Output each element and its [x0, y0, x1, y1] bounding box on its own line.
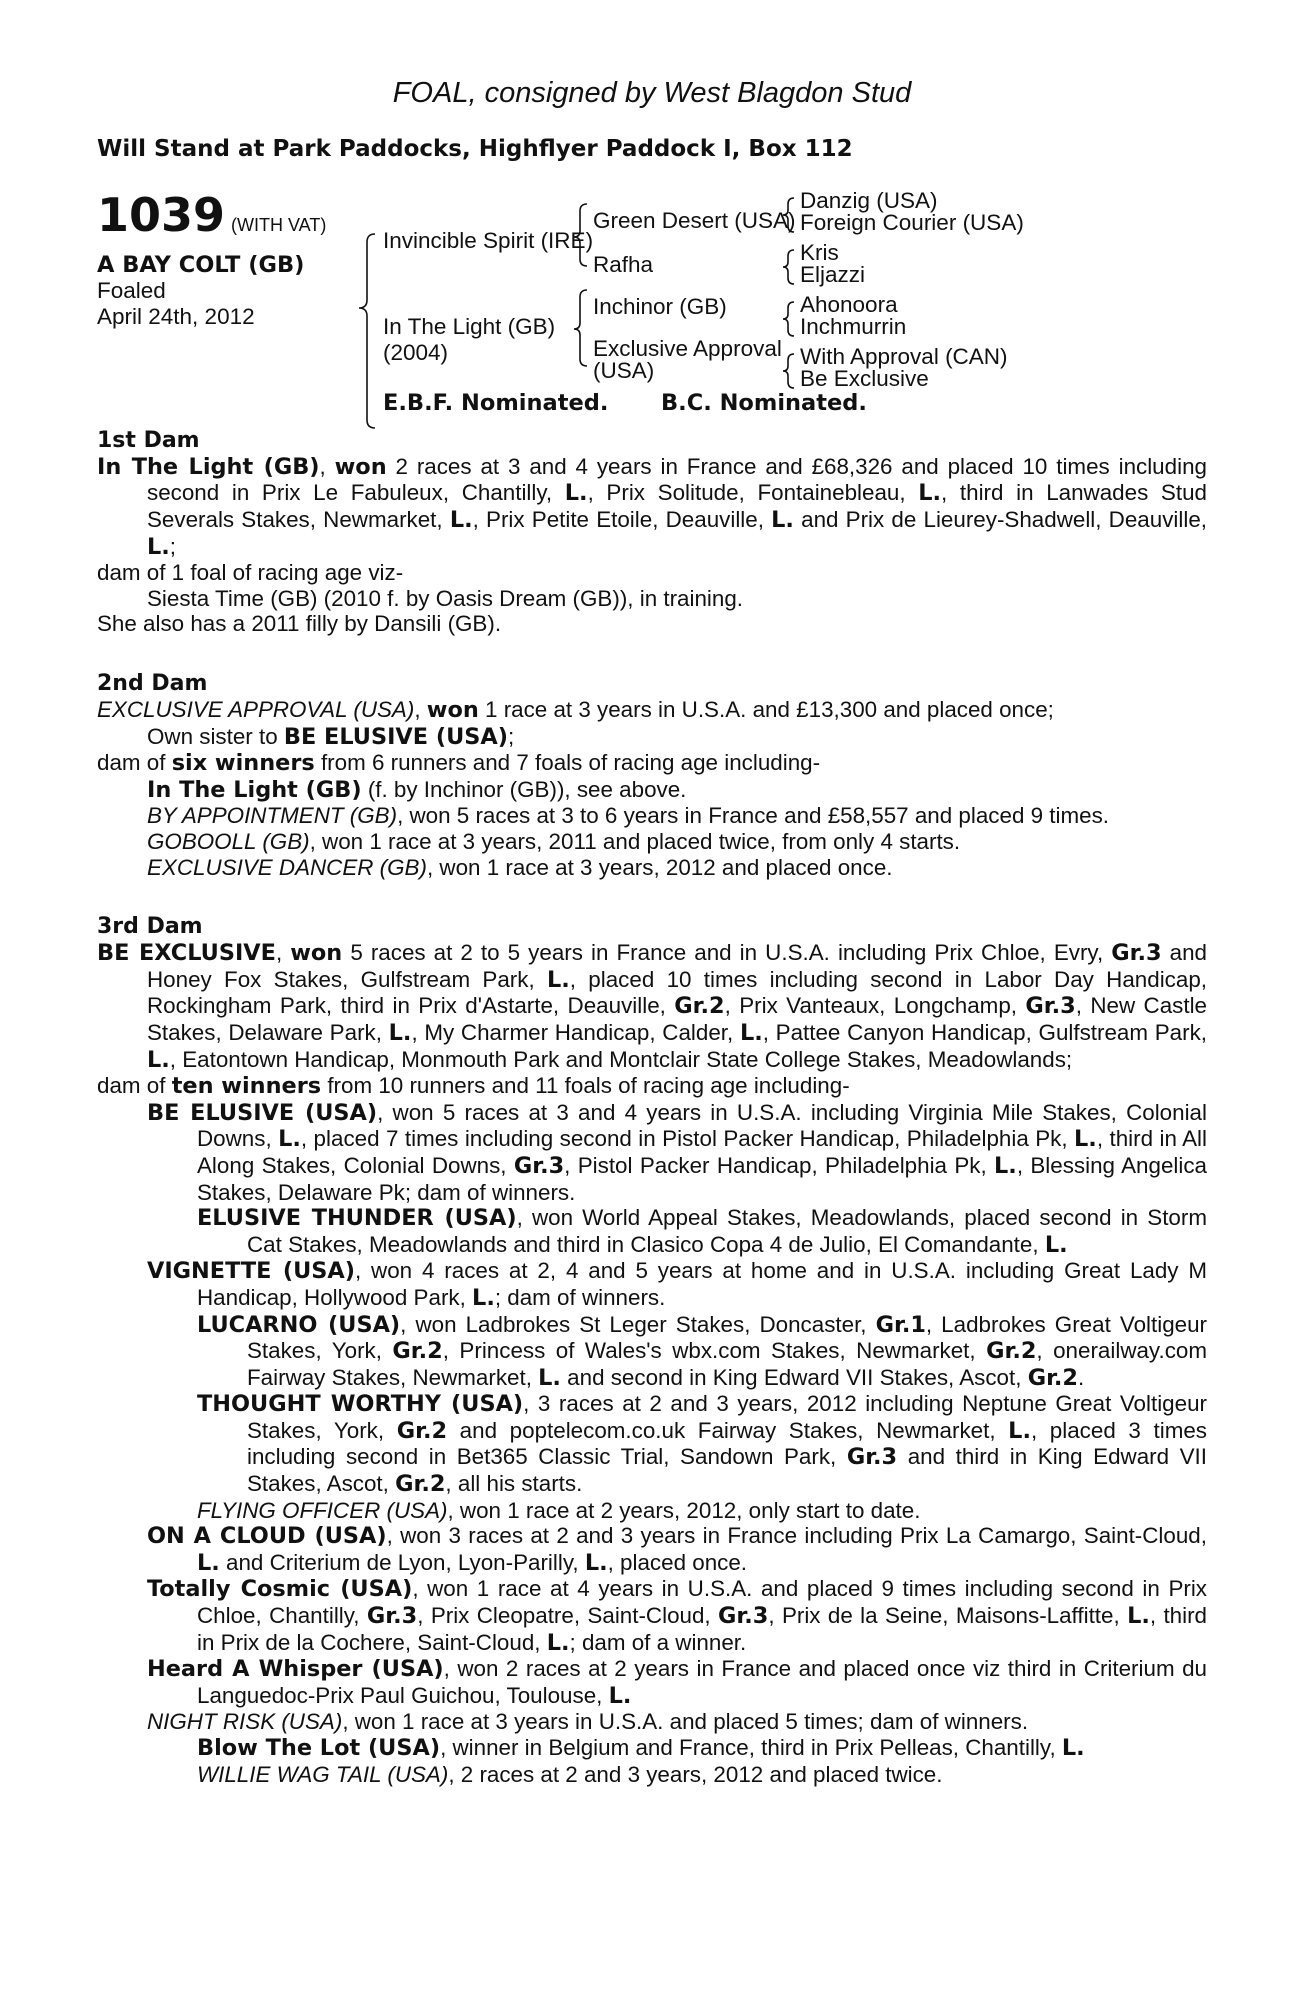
dam-record — [97, 697, 1207, 724]
text-run: , all his starts. — [445, 1471, 583, 1497]
produce-subitem — [97, 1312, 1207, 1392]
bold-text: L. — [1061, 1735, 1085, 1762]
text-run: , Prix de la Seine, Maisons-Laffitte, — [768, 1603, 1128, 1629]
text-run: and poptelecom.co.uk Fairway Stakes, Newmarket, — [447, 1417, 1009, 1443]
produce-item: Siesta Time (GB) (2010 f. by Oasis Dream (GB)), in training. — [147, 585, 744, 611]
bold-text: L. — [472, 1284, 495, 1311]
italic-text: NIGHT RISK (USA) — [147, 1709, 343, 1735]
bold-text: L. — [739, 1019, 763, 1046]
bold-text: VIGNETTE (USA) — [147, 1258, 355, 1285]
produce-item — [97, 1523, 1207, 1576]
bold-text: L. — [1074, 1126, 1097, 1153]
bold-text: LUCARNO (USA) — [197, 1311, 401, 1338]
text-run: 2 races at 3 and 4 years in France and £68,326 and placed 10 times including second in Prix Le Fabuleux, Chantilly, — [147, 453, 1207, 506]
text-run: from 6 runners and 7 foals of racing age including- — [314, 750, 821, 776]
bold-text: BE ELUSIVE (USA) — [147, 1099, 378, 1126]
bold-text: Gr.3 — [1111, 940, 1162, 967]
text-run: , 3 races at 2 and 3 years, 2012 including Neptune Great Voltigeur Stakes, York, — [247, 1391, 1207, 1443]
text-run: , onerailway.com Fairway Stakes, Newmarket, — [247, 1338, 1207, 1390]
bold-text: won — [426, 697, 479, 724]
bold-text: Gr.2 — [395, 1471, 446, 1498]
bold-text: BE EXCLUSIVE — [97, 940, 276, 967]
produce-intro: dam of 1 foal of racing age viz- — [97, 560, 404, 586]
text-run: ; — [169, 533, 177, 559]
bold-text: L. — [278, 1126, 301, 1153]
bold-text: L. — [918, 480, 942, 507]
text-run: , Pistol Packer Handicap, Philadelphia Pk, — [564, 1152, 995, 1178]
bracket-icon — [783, 354, 794, 388]
text-run: , won 5 races at 3 and 4 years in U.S.A. including Virginia Mile Stakes, Colonial Downs, — [197, 1099, 1207, 1152]
text-run: , won 3 races at 2 and 3 years in France including Prix La Camargo, Saint-Cloud, — [386, 1523, 1207, 1549]
bold-text: L. — [771, 507, 794, 534]
produce-item — [97, 1709, 1207, 1735]
text-run: and Prix de Lieurey-Shadwell, Deauville, — [793, 507, 1207, 533]
italic-text: EXCLUSIVE APPROVAL (USA) — [97, 697, 415, 723]
text-run: 1 race at 3 years in U.S.A. and £13,300 and placed once; — [478, 697, 1054, 723]
produce-item — [97, 855, 1207, 881]
dam-sire: Inchinor (GB) — [593, 293, 727, 319]
text-run: , won 1 race at 4 years in U.S.A. and placed 9 times including second in Prix Chloe, Chantilly, — [197, 1576, 1207, 1629]
text-run: , Ladbrokes Great Voltigeur Stakes, York, — [247, 1311, 1208, 1364]
ebf-nomination: E.B.F. Nominated. — [383, 389, 609, 416]
dam-name: In The Light (GB) — [383, 313, 556, 339]
text-run: and Criterium de Lyon, Lyon-Parilly, — [219, 1549, 585, 1575]
text-run: dam of — [97, 1073, 172, 1099]
text-run: , My Charmer Handicap, Calder, — [411, 1019, 740, 1045]
bold-text: In The Light (GB) — [147, 776, 362, 803]
bold-text: Gr.2 — [986, 1338, 1037, 1365]
produce-subitem — [97, 1762, 1207, 1788]
text-run: and third in King Edward VII Stakes, Ascot, — [247, 1444, 1207, 1497]
produce-item — [97, 1258, 1207, 1311]
bold-text: ten winners — [171, 1073, 322, 1100]
produce-note: She also has a 2011 filly by Dansili (GB). — [97, 611, 502, 637]
dam-record — [97, 940, 1207, 1073]
text-run: , won 1 race at 2 years, 2012, only start to date. — [447, 1497, 921, 1523]
text-run: from 10 runners and 11 foals of racing age including- — [321, 1073, 850, 1099]
text-run: , Prix Vanteaux, Longchamp, — [724, 993, 1026, 1019]
text-run: , third in Lanwades Stud Severals Stakes, Newmarket, — [147, 480, 1207, 533]
lot-name: A BAY COLT (GB) — [97, 251, 305, 278]
text-run: , New Castle Stakes, Delaware Park, — [147, 993, 1208, 1045]
text-run: , Princess of Wales's wbx.com Stakes, Newmarket, — [442, 1338, 987, 1364]
text-run: , won 4 races at 2, 4 and 5 years at home and in U.S.A. including Great Lady M Handicap, Hollywood Park, — [197, 1258, 1208, 1310]
ancestor-dds: With Approval (CAN) — [800, 343, 1008, 369]
bold-text: Gr.2 — [396, 1417, 448, 1444]
ancestor-ddd: Be Exclusive — [800, 365, 929, 391]
text-run: , third in Prix de la Cochere, Saint-Cloud, — [197, 1603, 1208, 1655]
vat-note: (WITH VAT) — [231, 214, 327, 235]
pedigree-block — [97, 187, 1207, 490]
bold-text: Gr.3 — [366, 1603, 418, 1630]
ancestor-dsd: Inchmurrin — [800, 313, 907, 339]
dam-dam: Exclusive Approval — [593, 335, 782, 361]
text-run: , won World Appeal Stakes, Meadowlands, placed second in Storm Cat Stakes, Meadowlands and third in Clasico Copa 4 de Julio, El Comandante, — [247, 1205, 1207, 1257]
bold-text: BE ELUSIVE (USA) — [283, 723, 508, 750]
text-run: and second in King Edward VII Stakes, Ascot, — [560, 1364, 1028, 1390]
text-run: and Honey Fox Stakes, Gulfstream Park, — [147, 940, 1207, 992]
bold-text: L. — [197, 1549, 220, 1576]
produce-intro — [97, 1073, 1207, 1100]
section-heading: 3rd Dam — [97, 914, 203, 940]
bold-text: L. — [584, 1549, 608, 1576]
bold-text: L. — [449, 507, 473, 534]
bold-text: ELUSIVE THUNDER (USA) — [197, 1205, 517, 1232]
italic-text: FLYING OFFICER (USA) — [197, 1497, 448, 1523]
text-run: , placed 10 times including second in Labor Day Handicap, Rockingham Park, third in Prix d'Astarte, Deauville, — [147, 966, 1207, 1019]
text-run: , Eatontown Handicap, Monmouth Park and Montclair State College Stakes, Meadowlands; — [169, 1046, 1073, 1072]
text-run: , Prix Petite Etoile, Deauville, — [472, 507, 772, 533]
dam-dam-country: (USA) — [593, 357, 655, 383]
foaled-date: April 24th, 2012 — [97, 303, 255, 329]
consignor-heading: FOAL, consigned by West Blagdon Stud — [392, 77, 912, 109]
ancestor-sds: Kris — [800, 239, 839, 265]
section-heading: 2nd Dam — [97, 671, 208, 697]
italic-text: BY APPOINTMENT (GB) — [147, 803, 398, 829]
bold-text: L. — [147, 1046, 170, 1073]
produce-subitem — [97, 1205, 1207, 1258]
text-run: , Prix Solitude, Fontainebleau, — [587, 480, 919, 506]
bold-text: won — [334, 453, 387, 480]
produce-subitem — [97, 1391, 1207, 1497]
section-heading: 1st Dam — [97, 427, 200, 453]
text-run: , won 1 race at 3 years, 2011 and placed twice, from only 4 starts. — [309, 829, 961, 855]
ancestor-dss: Ahonoora — [800, 291, 898, 317]
bold-text: Gr.1 — [875, 1311, 926, 1338]
ancestor-sdd: Eljazzi — [800, 261, 866, 287]
text-run: dam of — [97, 750, 172, 776]
produce-item — [97, 777, 1207, 804]
second-dam-section — [97, 671, 1207, 880]
bold-text: Totally Cosmic (USA) — [147, 1576, 413, 1603]
text-run: , 2 races at 2 and 3 years, 2012 and placed twice. — [448, 1761, 943, 1787]
stand-location: Will Stand at Park Paddocks, Highflyer Paddock I, Box 112 — [97, 135, 853, 162]
produce-item — [97, 829, 1207, 855]
text-run: , winner in Belgium and France, third in Prix Pelleas, Chantilly, — [440, 1735, 1062, 1761]
bold-text: L. — [1127, 1603, 1150, 1630]
bold-text: L. — [994, 1152, 1017, 1179]
lot-number: 1039 — [97, 187, 226, 242]
bold-text: won — [290, 940, 343, 967]
text-run: , Blessing Angelica Stakes, Delaware Pk; dam of winners. — [197, 1152, 1207, 1205]
text-run: , — [414, 697, 427, 723]
bold-text: L. — [608, 1682, 632, 1709]
text-run: Own sister to — [147, 723, 284, 749]
bold-text: Gr.3 — [718, 1603, 769, 1630]
text-run: . — [1078, 1364, 1085, 1390]
catalogue-page — [97, 78, 1207, 1787]
dam-year: (2004) — [383, 339, 449, 365]
text-run: , won 1 race at 3 years in U.S.A. and placed 5 times; dam of winners. — [342, 1709, 1029, 1735]
bold-text: Gr.2 — [674, 993, 725, 1020]
text-run: 5 races at 2 to 5 years in France and in U.S.A. including Prix Chloe, Evry, — [342, 940, 1112, 966]
bold-text: In The Light (GB) — [97, 453, 320, 480]
text-run: , won 2 races at 2 years in France and placed once viz third in Criterium du Languedoc-Prix Paul Guichou, Toulouse, — [197, 1656, 1207, 1708]
produce-item — [97, 1656, 1207, 1709]
bold-text: L. — [388, 1019, 412, 1046]
text-run: , won Ladbrokes St Leger Stakes, Doncaster, — [400, 1311, 876, 1337]
third-dam-section — [97, 914, 1207, 1787]
bold-text: Gr.2 — [1027, 1364, 1078, 1391]
produce-subitem — [97, 1735, 1207, 1762]
produce-subitem — [97, 1498, 1207, 1524]
text-run: , Prix Cleopatre, Saint-Cloud, — [417, 1603, 719, 1629]
text-run: , third in All Along Stakes, Colonial Downs, — [197, 1126, 1208, 1178]
text-run: , won 5 races at 3 to 6 years in France and £58,557 and placed 9 times. — [397, 803, 1110, 829]
bold-text: L. — [564, 480, 588, 507]
bc-nomination: B.C. Nominated. — [661, 389, 867, 416]
sire: Invincible Spirit (IRE) — [383, 227, 594, 253]
ancestor-sss: Danzig (USA) — [800, 187, 938, 213]
bold-text: L. — [1008, 1417, 1031, 1444]
text-run: ; dam of a winner. — [569, 1629, 747, 1655]
bracket-icon — [359, 234, 375, 428]
bold-text: Gr.3 — [846, 1444, 898, 1471]
text-run: , — [275, 940, 291, 966]
produce-intro — [97, 750, 1207, 777]
bold-text: Heard A Whisper (USA) — [147, 1656, 444, 1683]
bracket-icon — [783, 250, 794, 284]
sire-dam: Rafha — [593, 251, 654, 277]
bold-text: Gr.3 — [1025, 993, 1076, 1020]
bold-text: L. — [147, 533, 170, 560]
bold-text: ON A CLOUD (USA) — [147, 1523, 387, 1550]
bold-text: L. — [1044, 1231, 1068, 1258]
text-run: ; dam of winners. — [494, 1284, 666, 1310]
italic-text: WILLIE WAG TAIL (USA) — [197, 1761, 449, 1787]
text-run: , placed once. — [607, 1549, 748, 1575]
lot-number-line — [97, 187, 327, 242]
bold-text: L. — [546, 1629, 570, 1656]
bold-text: L. — [546, 966, 570, 993]
bold-text: Gr.2 — [392, 1338, 443, 1365]
bold-text: six winners — [171, 750, 315, 777]
bracket-icon — [783, 302, 794, 336]
text-run: , — [319, 453, 335, 479]
bold-text: Gr.3 — [513, 1152, 565, 1179]
text-run: , won 1 race at 3 years, 2012 and placed once. — [426, 854, 893, 880]
bold-text: THOUGHT WORTHY (USA) — [197, 1391, 524, 1418]
ancestor-ssd: Foreign Courier (USA) — [800, 209, 1024, 235]
text-run: (f. by Inchinor (GB)), see above. — [361, 776, 687, 802]
produce-item — [97, 1576, 1207, 1656]
sire-sire: Green Desert (USA) — [593, 207, 796, 233]
text-run: , placed 3 times including second in Bet365 Classic Trial, Sandown Park, — [247, 1417, 1207, 1470]
bold-text: L. — [538, 1364, 561, 1391]
italic-text: EXCLUSIVE DANCER (GB) — [147, 854, 427, 880]
italic-text: GOBOOLL (GB) — [147, 829, 310, 855]
produce-item — [97, 803, 1207, 829]
dam-relation — [97, 724, 1207, 751]
text-run: , Pattee Canyon Handicap, Gulfstream Park, — [762, 1019, 1207, 1045]
text-run: ; — [507, 723, 515, 749]
bold-text: Blow The Lot (USA) — [197, 1735, 441, 1762]
text-run: , placed 7 times including second in Pistol Packer Handicap, Philadelphia Pk, — [300, 1126, 1075, 1152]
foaled-label: Foaled — [97, 277, 166, 303]
produce-item — [97, 1100, 1207, 1205]
bracket-icon — [574, 290, 587, 366]
